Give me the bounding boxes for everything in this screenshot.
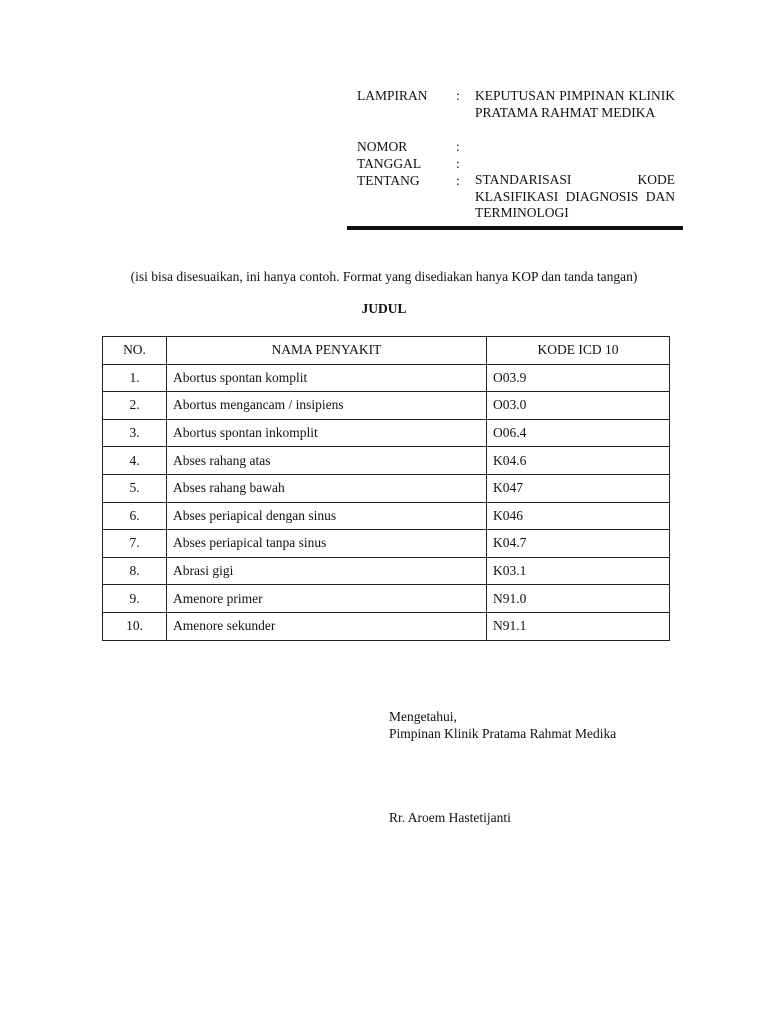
row-name: Abses rahang bawah xyxy=(167,474,487,502)
row-name: Abortus spontan inkomplit xyxy=(167,419,487,447)
row-name: Amenore sekunder xyxy=(167,612,487,640)
row-code: O03.0 xyxy=(487,392,670,420)
signature-name: Rr. Aroem Hastetijanti xyxy=(389,810,511,825)
row-no: 9. xyxy=(103,585,167,613)
table-row xyxy=(103,612,670,640)
row-no: 5. xyxy=(103,474,167,502)
label-nomor: NOMOR xyxy=(357,139,408,154)
label-tentang: TENTANG xyxy=(357,173,420,188)
row-no: 7. xyxy=(103,530,167,558)
row-no: 4. xyxy=(103,447,167,475)
table-row xyxy=(103,419,670,447)
colon-nomor: : xyxy=(456,139,460,154)
row-code: K03.1 xyxy=(487,557,670,585)
label-lampiran: LAMPIRAN xyxy=(357,88,428,103)
row-name: Amenore primer xyxy=(167,585,487,613)
value-lampiran: KEPUTUSAN PIMPINAN KLINIK PRATAMA RAHMAT MEDIKA xyxy=(475,88,675,120)
row-code: N91.1 xyxy=(487,612,670,640)
table-row xyxy=(103,364,670,392)
row-code: K04.7 xyxy=(487,530,670,558)
header-divider xyxy=(347,226,683,230)
colon-tanggal: : xyxy=(456,156,460,171)
colon-tentang: : xyxy=(456,173,460,188)
row-code: K046 xyxy=(487,502,670,530)
row-no: 8. xyxy=(103,557,167,585)
row-code: K04.6 xyxy=(487,447,670,475)
header-kode-icd: KODE ICD 10 xyxy=(487,337,670,365)
row-name: Abses periapical tanpa sinus xyxy=(167,530,487,558)
row-no: 6. xyxy=(103,502,167,530)
table-row xyxy=(103,447,670,475)
document-title: JUDUL xyxy=(361,301,407,316)
header-nama-penyakit: NAMA PENYAKIT xyxy=(167,337,487,365)
table-row xyxy=(103,474,670,502)
row-no: 1. xyxy=(103,364,167,392)
row-no: 10. xyxy=(103,612,167,640)
signature-acknowledge: Mengetahui, xyxy=(389,709,457,724)
table-row xyxy=(103,585,670,613)
label-tanggal: TANGGAL xyxy=(357,156,422,171)
row-code: O03.9 xyxy=(487,364,670,392)
row-name: Abortus mengancam / insipiens xyxy=(167,392,487,420)
table-row xyxy=(103,502,670,530)
table-row xyxy=(103,557,670,585)
row-code: K047 xyxy=(487,474,670,502)
row-code: N91.0 xyxy=(487,585,670,613)
row-name: Abrasi gigi xyxy=(167,557,487,585)
diagnosis-table xyxy=(102,336,670,641)
header-no: NO. xyxy=(103,337,167,365)
instruction-note: (isi bisa disesuaikan, ini hanya contoh. Format yang disediakan hanya KOP dan tanda tangan) xyxy=(130,269,638,284)
colon-lampiran: : xyxy=(456,88,460,103)
row-no: 2. xyxy=(103,392,167,420)
row-code: O06.4 xyxy=(487,419,670,447)
row-no: 3. xyxy=(103,419,167,447)
table-row xyxy=(103,530,670,558)
table-header-row xyxy=(103,337,670,365)
value-tentang: STANDARISASI KODE KLASIFIKASI DIAGNOSIS DAN TERMINOLOGI xyxy=(475,172,675,220)
table-row xyxy=(103,392,670,420)
row-name: Abses periapical dengan sinus xyxy=(167,502,487,530)
signature-position: Pimpinan Klinik Pratama Rahmat Medika xyxy=(389,726,617,741)
row-name: Abortus spontan komplit xyxy=(167,364,487,392)
row-name: Abses rahang atas xyxy=(167,447,487,475)
